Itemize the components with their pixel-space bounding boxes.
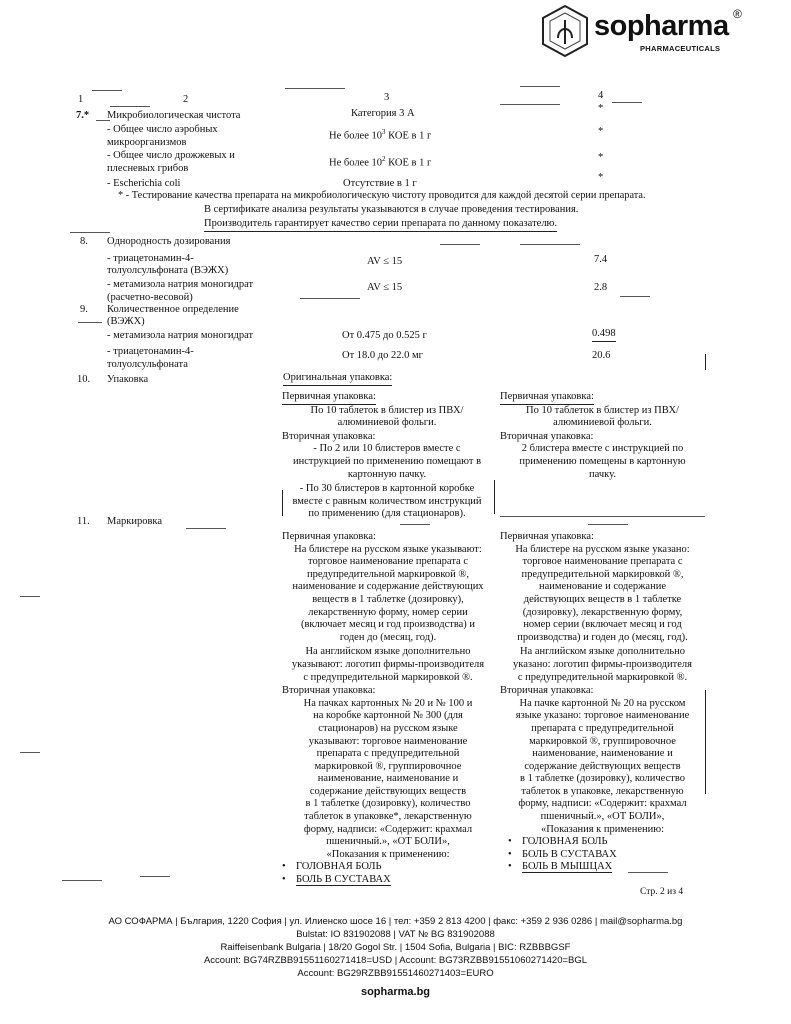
text-line: предупредительной маркировкой ®,: [306, 568, 470, 580]
test-spec: Отсутствие в 1 г: [343, 178, 417, 189]
test-result: *: [598, 126, 604, 137]
text-line: (включает месяц и год производства) и: [300, 619, 476, 631]
text-line: в 1 таблетке (дозировку), количество: [520, 773, 685, 785]
scan-mark: [705, 354, 706, 370]
text-line: (дозировку), лекарственную форму,: [522, 606, 683, 618]
text-line: «Показания к применению:: [326, 848, 450, 860]
row-number: 8.: [80, 236, 88, 247]
scan-line: [140, 876, 170, 877]
text-line: торговое наименование препарата с: [308, 556, 468, 568]
row-result: *: [598, 103, 604, 114]
scan-line: [186, 528, 226, 529]
test-name: - триацетонамин-4-: [107, 253, 194, 264]
test-result: 20.6: [592, 350, 611, 361]
col-header-3: 3: [384, 92, 390, 103]
col-header-2: 2: [183, 94, 189, 105]
test-name: - триацетонамин-4-: [107, 346, 194, 357]
scan-line: [110, 106, 150, 107]
text-line: указано: логотип фирмы-производителя: [513, 658, 692, 670]
text-line: маркировкой ®, группировочное: [529, 735, 676, 747]
text-line: На английском языке дополнительно: [519, 646, 686, 658]
test-spec: AV ≤ 15: [367, 282, 403, 293]
text-line: форму, надписи: «Содержит: крахмал: [518, 798, 687, 810]
test-result: 7.4: [594, 254, 608, 265]
scan-line: [628, 872, 668, 873]
text-line: торговое наименование препарата с: [522, 556, 683, 568]
row-number: 7.*: [76, 110, 90, 121]
bullet-icon: •: [508, 861, 512, 873]
scan-line: [20, 752, 40, 753]
text-line: На пачке картонной № 20 на русском: [519, 697, 686, 709]
text-line: алюминиевой фольги.: [337, 417, 437, 429]
text-line: языке указано: торговое наименование: [515, 710, 690, 722]
section-heading: Первичная упаковка:: [500, 391, 594, 405]
row-title: Упаковка: [107, 374, 149, 385]
text-line: с предупредительной маркировкой ®.: [517, 671, 688, 683]
text-line: наименование, наименование и: [317, 773, 459, 785]
scan-line: [520, 86, 560, 87]
scan-line: [612, 102, 642, 103]
section-heading: Вторичная упаковка:: [282, 685, 376, 697]
scan-line: [500, 104, 560, 105]
text-line: стационаров) на русском языке: [318, 722, 458, 734]
text-line: инструкцией по применению помещают в: [292, 455, 482, 467]
section-heading: Вторичная упаковка:: [500, 685, 594, 697]
text-line: годен до (месяц, год).: [339, 631, 437, 643]
bullet-item: • ГОЛОВНАЯ БОЛЬ: [282, 861, 382, 873]
section-heading: Вторичная упаковка:: [500, 430, 594, 442]
section-heading: Вторичная упаковка:: [282, 430, 376, 442]
text-line: 2 блистера вместе с инструкцией по: [521, 443, 684, 455]
scan-line: [620, 296, 650, 297]
brand-reg-mark: ®: [733, 7, 742, 21]
test-result: *: [598, 172, 604, 183]
text-line: наименование и содержание: [539, 581, 666, 593]
scan-line: [20, 596, 40, 597]
sopharma-emblem-icon: [540, 4, 590, 58]
section-heading: Первичная упаковка:: [500, 531, 594, 542]
label-block-right: [500, 531, 705, 874]
brand-subtitle: PHARMACEUTICALS: [640, 44, 721, 53]
section-heading: Первичная упаковка:: [282, 531, 376, 542]
text-line: На блистере на русском языке указано:: [515, 543, 690, 555]
text-line: в 1 таблетке (дозировку), количество: [305, 798, 471, 810]
text-line: с предупредительной маркировкой ®.: [303, 671, 473, 683]
text-line: содержание действующих веществ: [309, 785, 467, 797]
scan-line: [70, 232, 110, 233]
text-line: пачку.: [589, 468, 616, 480]
text-line: - По 2 или 10 блистеров вместе с: [313, 443, 461, 455]
scan-line: [400, 524, 430, 525]
footer-bulstat-line: Bulstat: IO 831902088 | VAT № BG 831902088: [296, 929, 495, 940]
scan-line: [78, 322, 102, 323]
pack-block-right: [500, 386, 705, 481]
sopharma-logo: [540, 4, 760, 60]
test-name: - метамизола натрия моногидрат: [107, 330, 254, 341]
text-line: По 10 таблеток в блистер из ПВХ/: [310, 404, 464, 416]
bullet-icon: •: [282, 874, 286, 886]
text-line: На пачках картонных № 20 и № 100 и: [303, 697, 473, 709]
row-title: Однородность дозирования: [107, 236, 231, 247]
text-line: По 10 таблеток в блистер из ПВХ/: [526, 404, 679, 416]
bullet-item: • ГОЛОВНАЯ БОЛЬ: [508, 836, 608, 848]
text-line: действующих веществ в 1 таблетке: [523, 593, 682, 605]
bullet-icon: •: [282, 861, 286, 873]
col-header-4: 4: [598, 90, 604, 101]
text-line: маркировкой ®, группировочное: [314, 760, 462, 772]
row-number: 11.: [77, 516, 90, 527]
scan-mark: [494, 480, 495, 514]
footer-account-line: Account: BG74RZBB91551160271418=USD | Account: BG73RZBB91551060271420=BGL: [203, 955, 588, 966]
text-line: производства) и годен до (месяц, год).: [517, 631, 688, 643]
scan-line: [520, 244, 580, 245]
text-line: по применению (для стационаров).: [308, 508, 466, 520]
scan-line: [500, 516, 705, 517]
text-line: номер серии (включает месяц и год: [523, 619, 682, 631]
scan-line: [62, 880, 102, 881]
text-line: содержание действующих веществ: [524, 760, 681, 772]
text-line: применению помещены в картонную: [519, 455, 686, 467]
row-number: 9.: [80, 304, 88, 315]
test-result: 2.8: [594, 282, 608, 293]
scan-mark: [705, 690, 706, 794]
bullet-item: • БОЛЬ В СУСТАВАХ: [282, 874, 391, 886]
test-name: - Общее число дрожжевых и плесневых грибов: [107, 150, 235, 174]
text-line: алюминиевой фольги.: [553, 417, 652, 429]
row-title: Маркировка: [107, 516, 163, 527]
brand-name: sopharma: [594, 10, 729, 42]
text-line: препарата с предупредительной: [531, 722, 674, 734]
row-title: Микробиологическая чистота: [107, 110, 241, 121]
original-pack-title: Оригинальная упаковка:: [283, 372, 392, 386]
scan-line: [588, 524, 628, 525]
text-line: таблеток в упаковке*, лекарственную: [304, 811, 472, 823]
test-spec: От 18.0 до 22.0 мг: [342, 350, 423, 361]
text-line: наименование, наименование и: [532, 748, 673, 760]
text-line: пшеничный.», «ОТ БОЛИ»,: [326, 836, 450, 848]
footnote: В сертификате анализа результаты указываются в случае проведения тестирования.: [204, 204, 579, 215]
test-name: - Общее число аэробных микроорганизмов: [107, 124, 218, 148]
test-spec: AV ≤ 15: [367, 256, 403, 267]
bullet-item: • БОЛЬ В МЫШЦАХ: [508, 861, 613, 873]
footer-website[interactable]: sopharma.bg: [360, 986, 431, 998]
page-number: Стр. 2 из 4: [640, 887, 684, 897]
text-line: На английском языке дополнительно: [305, 646, 471, 658]
label-block-left: [282, 531, 494, 887]
row-title: Количественное определение: [107, 304, 239, 315]
footer-account-line: Account: BG29RZBB91551460271403=EURO: [297, 968, 494, 979]
row-number: 10.: [77, 374, 91, 385]
text-line: пшеничный.», «ОТ БОЛИ»,: [540, 811, 665, 823]
text-line: таблеток в упаковке, лекарственную: [521, 785, 684, 797]
bullet-icon: •: [508, 848, 512, 860]
text-line: наименование и содержание действующих: [292, 581, 484, 593]
bullet-icon: •: [508, 836, 512, 848]
test-spec: Не более $10^3$ КОЕ в 1 г: [329, 128, 432, 142]
scan-line: [285, 88, 345, 89]
scan-line: [96, 120, 110, 121]
scan-mark: [282, 490, 283, 516]
scan-line: [440, 244, 480, 245]
footer-bank-line: Raiffeisenbank Bulgaria | 18/20 Gogol Str. | 1504 Sofia, Bulgaria | BIC: RZBBBGSF: [220, 942, 571, 953]
section-heading: Первичная упаковка:: [282, 391, 376, 405]
text-line: картонную пачку.: [347, 468, 427, 480]
col-header-1: 1: [78, 94, 84, 105]
footnote: * - Тестирование качества препарата на микробиологическую чистоту проводится для каждой десятой серии препарата.: [118, 190, 646, 201]
footer-company-line: АО СОФАРМА | България, 1220 София | ул. Илиенско шосе 16 | тел: +359 2 813 4200 | факс: +359 2 936 0286 | mail@sopharma.bg: [108, 916, 683, 927]
scan-line: [92, 90, 122, 91]
text-line: указывают: торговое наименование: [308, 735, 468, 747]
test-name: - метамизола натрия моногидрат: [107, 279, 254, 290]
text-line: «Показания к применению:: [541, 823, 664, 835]
scan-line: [300, 298, 360, 299]
row-title: (ВЭЖХ): [107, 316, 145, 327]
row-spec: Категория 3 А: [351, 108, 415, 119]
test-spec: От 0.475 до 0.525 г: [342, 330, 427, 341]
text-line: препарата с предупредительной: [316, 748, 460, 760]
text-line: На блистере на русском языке указывают:: [294, 543, 482, 555]
test-name: - Escherichia coli: [107, 178, 181, 189]
test-spec: Не более $10^2$ КОЕ в 1 г: [329, 155, 432, 169]
footnote: Производитель гарантирует качество серии препарата по данному показателю.: [204, 218, 557, 232]
pack-block-left: [282, 386, 492, 521]
bullet-item: • БОЛЬ В СУСТАВАХ: [508, 848, 617, 860]
test-result: *: [598, 152, 604, 163]
text-line: веществ в 1 таблетке (дозировку),: [312, 593, 464, 605]
text-line: предупредительной маркировкой ®,: [521, 568, 684, 580]
text-line: лекарственную форму, номер серии: [308, 606, 468, 618]
test-result: 0.498: [592, 328, 616, 342]
text-line: форму, надписи: «Содержит: крахмал: [303, 823, 473, 835]
test-name: толуолсульфоната: [107, 359, 188, 370]
text-line: на коробке картонной № 300 (для: [313, 710, 463, 722]
text-line: - По 30 блистеров в картонной коробке: [299, 483, 475, 495]
text-line: вместе с равным количеством инструкций: [292, 495, 482, 507]
test-name: (расчетно-весовой): [107, 292, 193, 303]
test-name: толуолсульфоната (ВЭЖХ): [107, 265, 229, 276]
text-line: указывают: логотип фирмы-производителя: [291, 658, 485, 670]
